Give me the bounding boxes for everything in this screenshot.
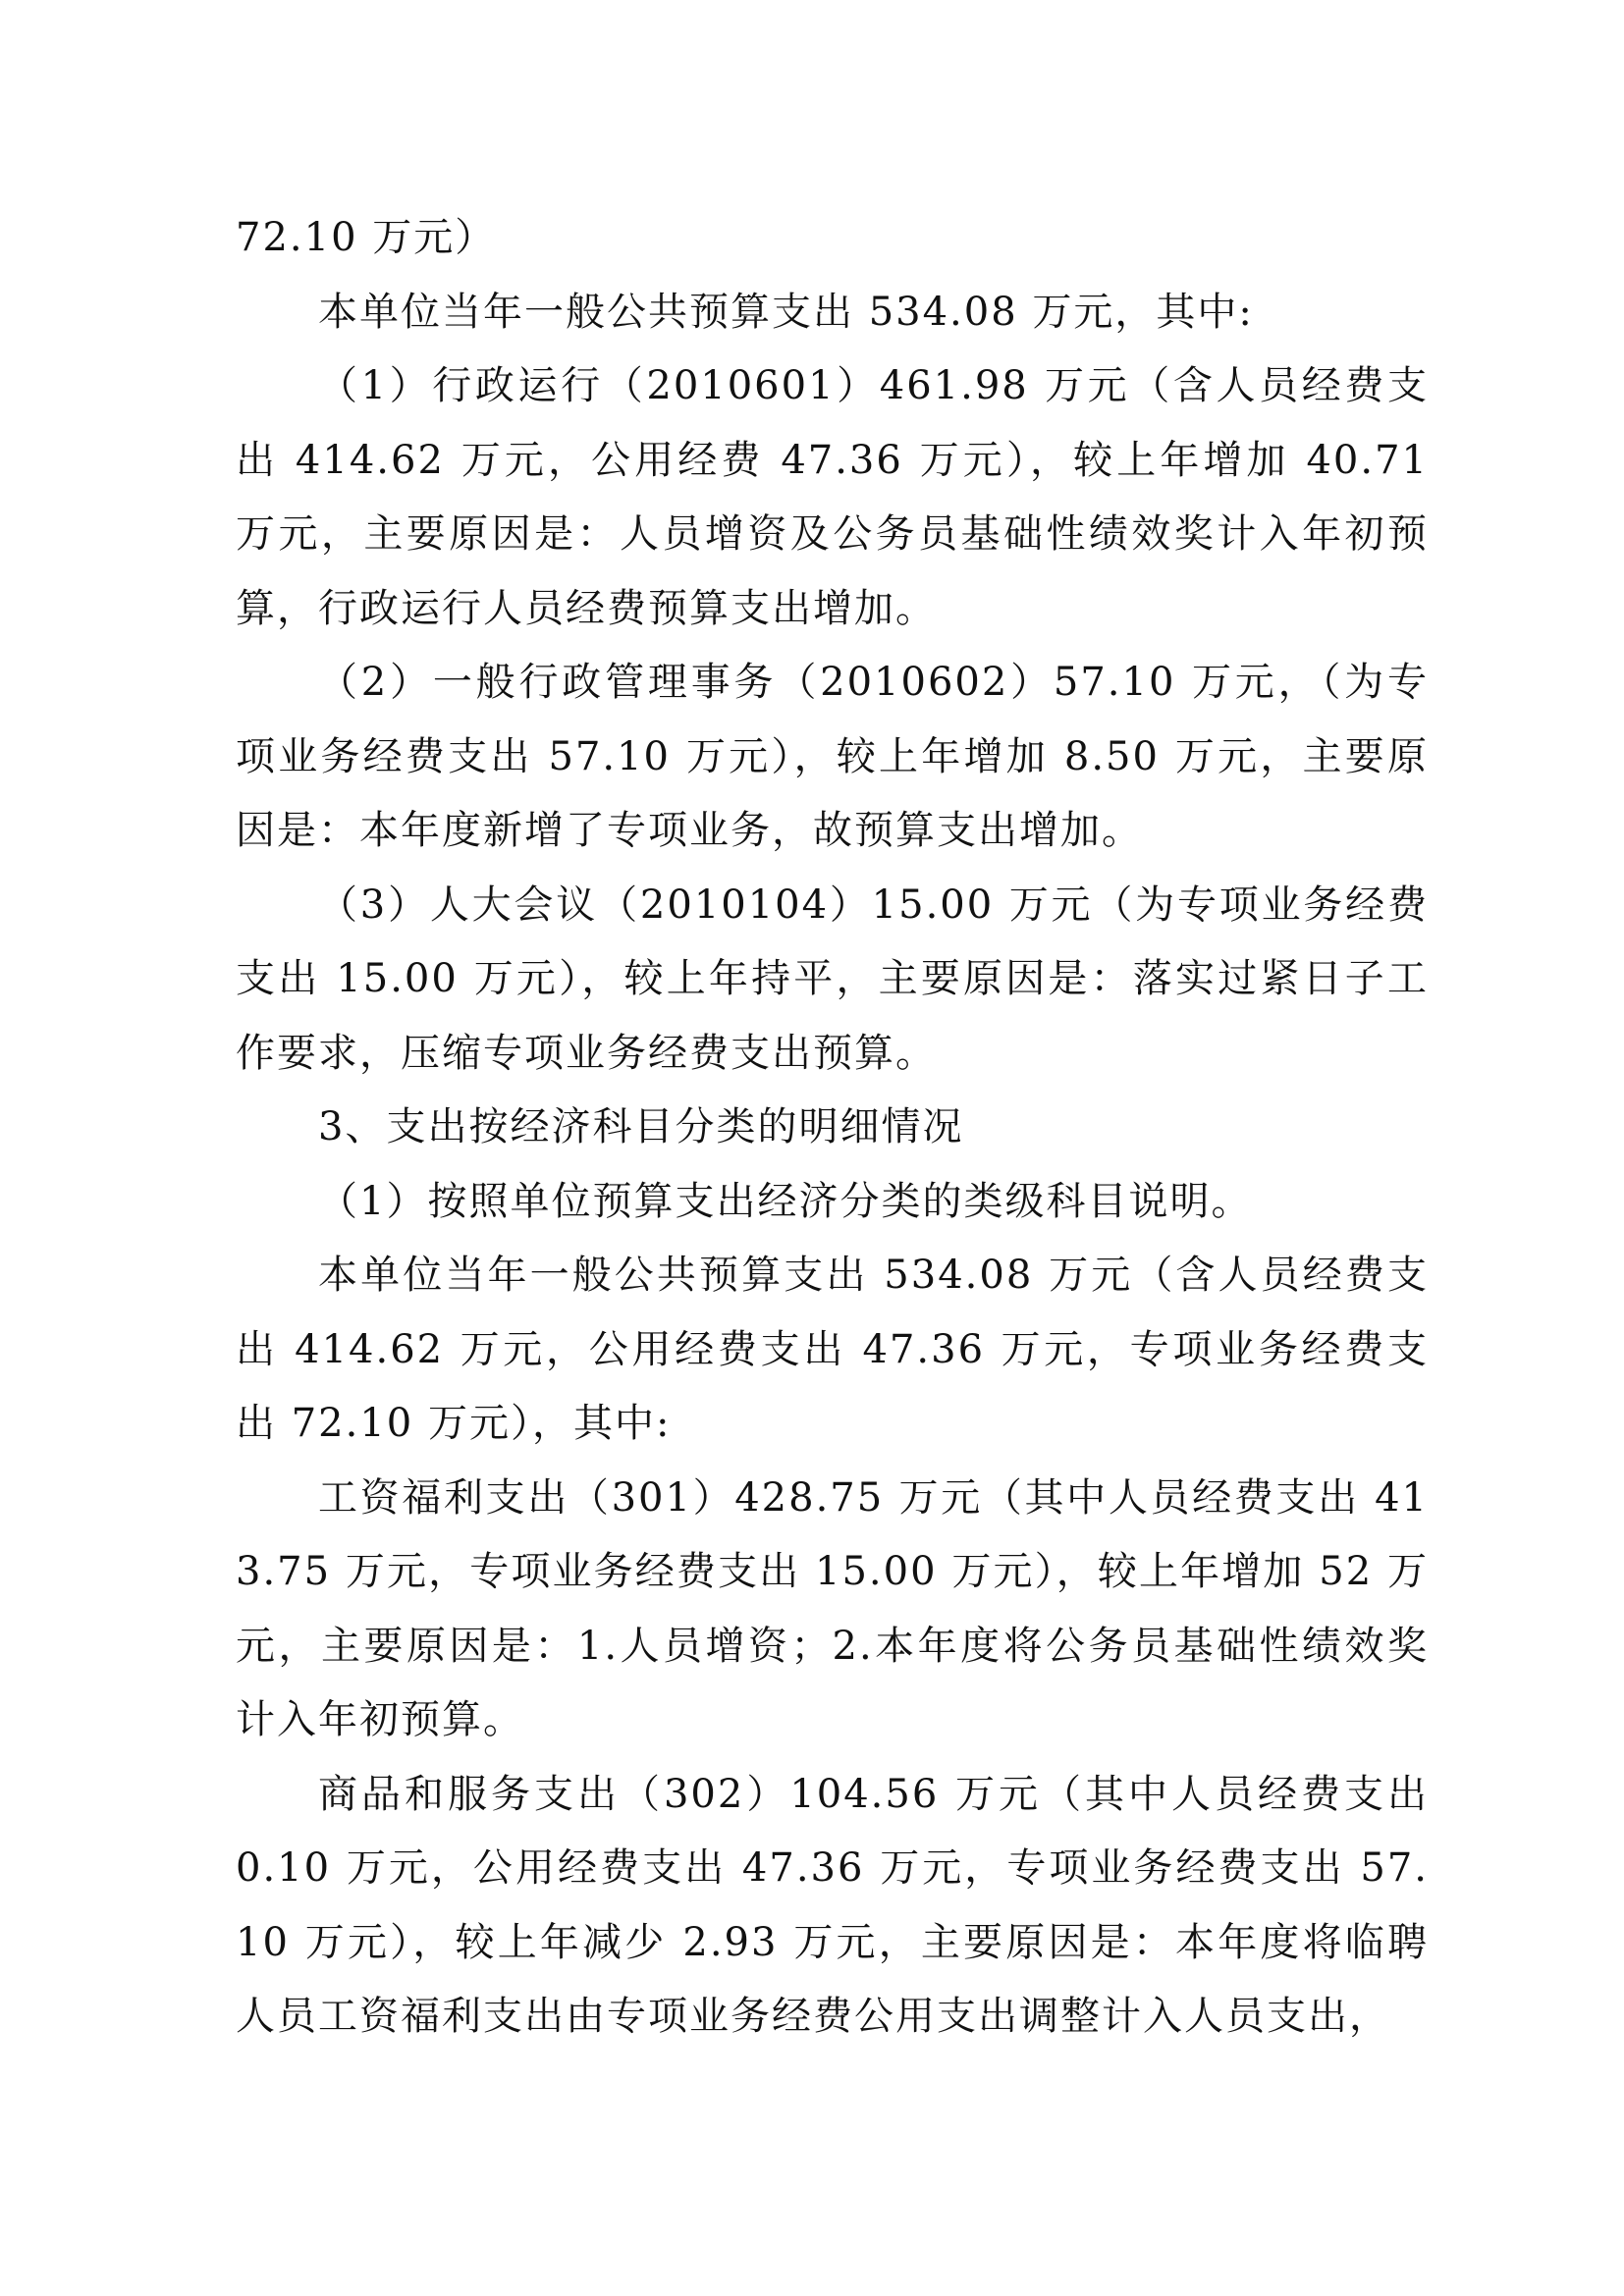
paragraph-total-expenditure-breakdown: 本单位当年一般公共预算支出 534.08 万元（含人员经费支出 414.62 万元，公用经费支出 47.36 万元，专项业务经费支出 72.10 万元），其中:: [236, 1253, 1429, 1446]
paragraph-general-administration: （2）一般行政管理事务（2010602）57.10 万元，（为专项业务经费支出 57.10 万元），较上年增加 8.50 万元，主要原因是：本年度新增了专项业务，故预算支出增加。: [236, 660, 1429, 853]
paragraph-goods-services: 商品和服务支出（302）104.56 万元（其中人员经费支出 0.10 万元，公用经费支出 47.36 万元，专项业务经费支出 57.10 万元），较上年减少 2.93 万元，主要原因是：本年度将临聘人员工资福利支出由专项业务经费公用支出调整计入人员支出，: [236, 1771, 1429, 2039]
paragraph-peoples-congress-meeting: （3）人大会议（2010104）15.00 万元（为专项业务经费支出 15.00 万元），较上年持平，主要原因是：落实过紧日子工作要求，压缩专项业务经费支出预算。: [236, 881, 1429, 1076]
document-body: [236, 201, 1429, 2055]
paragraph-class-level-explanation: （1）按照单位预算支出经济分类的类级科目说明。: [318, 1178, 1253, 1224]
paragraph-continuation: 72.10 万元）: [236, 215, 497, 260]
paragraph-administrative-operation: （1）行政运行（2010601）461.98 万元（含人员经费支出 414.62 万元，公用经费 47.36 万元），较上年增加 40.71 万元，主要原因是：人员增资及公务员基础性绩效奖计入年初预算，行政运行人员经费预算支出增加。: [236, 363, 1429, 631]
section-heading-economic-classification: 3、支出按经济科目分类的明细情况: [318, 1104, 964, 1149]
paragraph-total-expenditure: 本单位当年一般公共预算支出 534.08 万元，其中:: [318, 289, 1254, 335]
paragraph-wages-welfare: 工资福利支出（301）428.75 万元（其中人员经费支出 413.75 万元，专项业务经费支出 15.00 万元），较上年增加 52 万元，主要原因是：1.人员增资；2.本年度将公务员基础性绩效奖计入年初预算。: [236, 1474, 1429, 1742]
